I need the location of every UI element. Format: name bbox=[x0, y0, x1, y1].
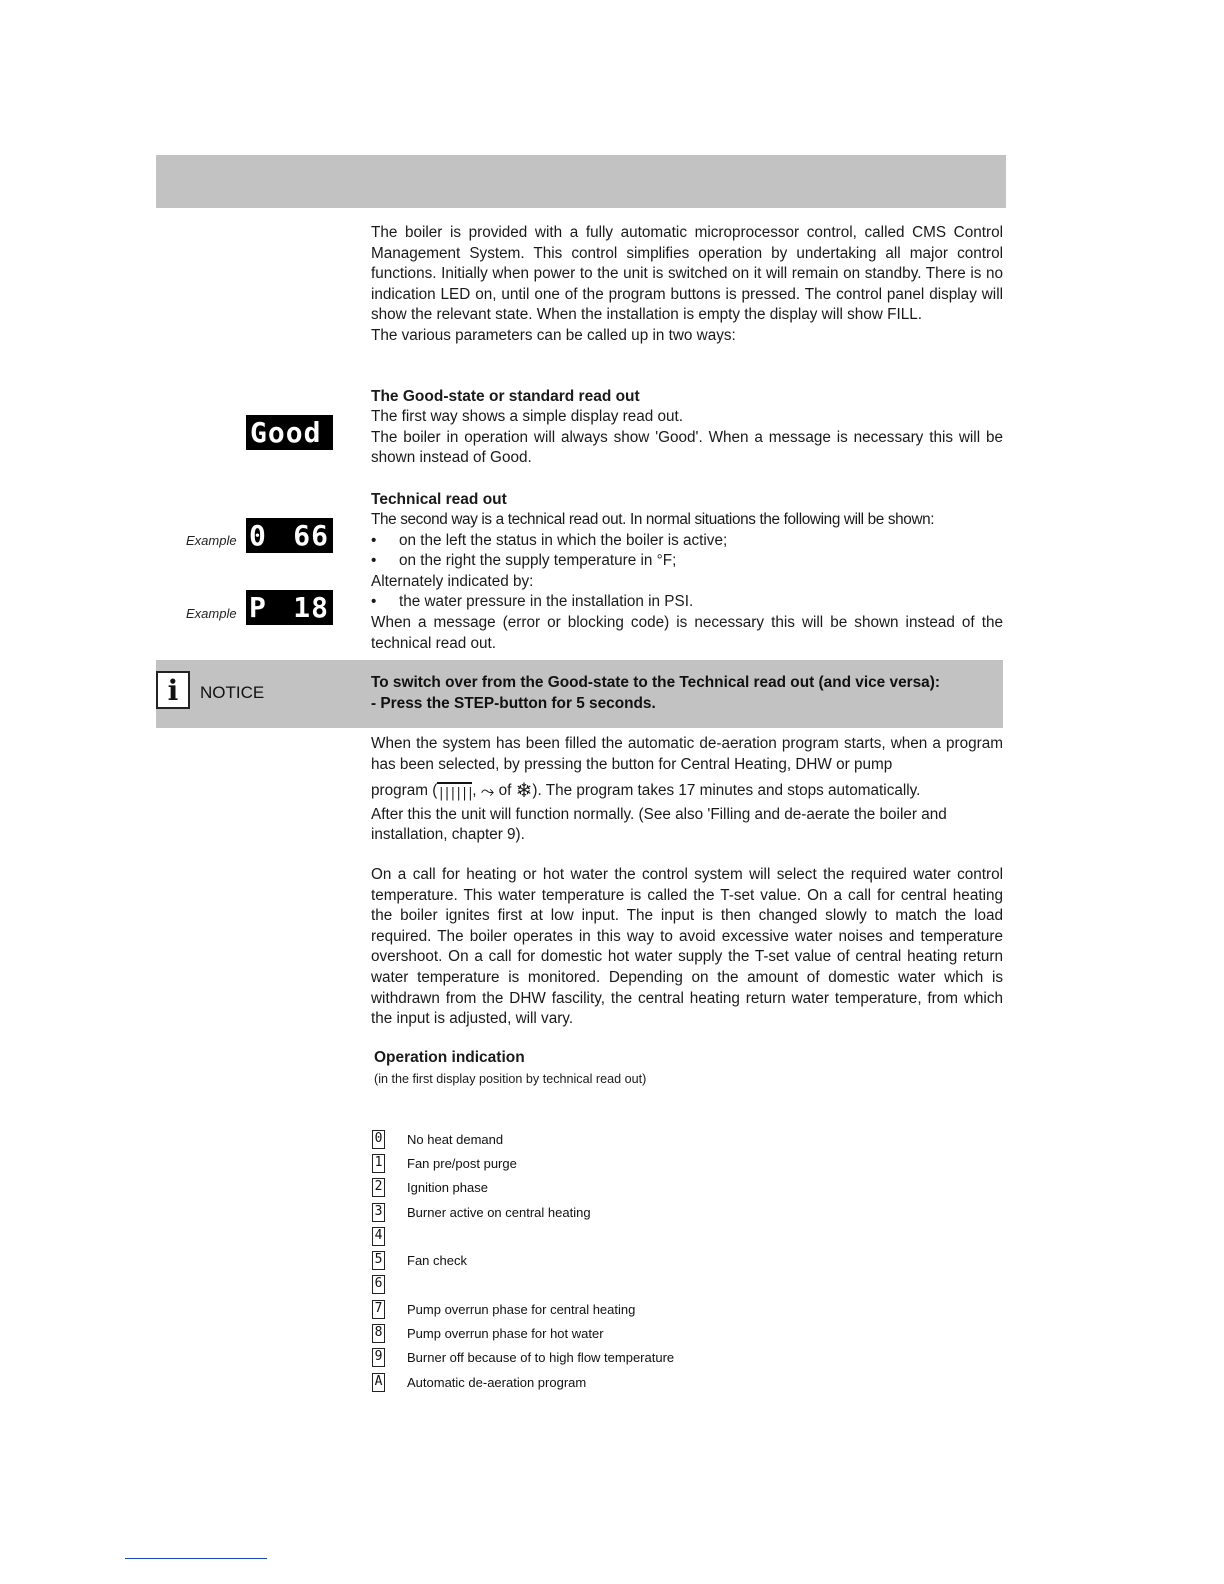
notice-line-1: To switch over from the Good-state to the Technical read out (and vice versa): bbox=[371, 674, 940, 691]
notice-line-2: - Press the STEP-button for 5 seconds. bbox=[371, 694, 656, 712]
technical-section bbox=[371, 489, 1003, 654]
technical-intro: The second way is a technical read out. In normal situations the following will be shown: bbox=[371, 511, 935, 528]
status-code-text: Ignition phase bbox=[407, 1180, 488, 1196]
example-label-1: Example bbox=[186, 533, 237, 548]
notice-label: NOTICE bbox=[200, 683, 265, 702]
operation-subtitle: (in the first display position by technical read out) bbox=[374, 1072, 647, 1086]
status-code-box: 0 bbox=[372, 1130, 385, 1149]
technical-bullet-text: on the left the status in which the boiler is active; bbox=[399, 531, 728, 549]
of-text: of bbox=[498, 782, 512, 800]
operation-title: Operation indication bbox=[374, 1049, 525, 1066]
good-state-line-2: The boiler in operation will always show 'Good'. When a message is necessary this will be shown instead of Good. bbox=[371, 428, 1003, 467]
tech-display-value: 66 bbox=[293, 519, 329, 552]
example-label-2: Example bbox=[186, 606, 237, 621]
deaeration-section bbox=[371, 734, 1003, 846]
section-header-bar bbox=[156, 155, 1006, 208]
tset-paragraph: On a call for heating or hot water the control system will select the required water control temperature. This water temperature is called the T-set value. On a call for central heating the boiler ignites first at low input. The input is then changed slowly to match the load required. The boiler operates in this way to avoid excessive water noises and temperature overshoot. On a call for domestic hot water supply the T-set value of central heating return water temperature is monitored. Depending on the amount of domestic water which is withdrawn from the DHW fascility, the central heating return water temperature, from which the input is adjusted, will vary. bbox=[371, 866, 1003, 1028]
technical-alt: Alternately indicated by: bbox=[371, 572, 534, 590]
good-display: Good bbox=[246, 415, 333, 450]
status-code-box: A bbox=[372, 1373, 385, 1392]
technical-heading: Technical read out bbox=[371, 491, 507, 508]
status-code-box: 2 bbox=[372, 1178, 385, 1197]
list-item bbox=[372, 1248, 674, 1272]
deaeration-rest: After this the unit will function normally. (See also 'Filling and de-aerate the boiler and installation, chapter 9). bbox=[371, 805, 947, 844]
status-code-box: 4 bbox=[372, 1227, 385, 1246]
list-item bbox=[372, 1297, 674, 1321]
good-state-heading: The Good-state or standard read out bbox=[371, 388, 640, 405]
status-code-box: 5 bbox=[372, 1251, 385, 1270]
good-state-section bbox=[371, 386, 1003, 469]
list-item bbox=[372, 1370, 674, 1394]
status-code-text: Pump overrun phase for central heating bbox=[407, 1301, 636, 1317]
tech-display-status: 0 bbox=[249, 519, 267, 552]
tap-icon: ⤳ bbox=[480, 782, 495, 802]
program-prefix: program ( bbox=[371, 782, 438, 800]
list-item bbox=[372, 1273, 674, 1297]
list-item bbox=[372, 1151, 674, 1175]
radiator-icon: |||||| bbox=[437, 782, 472, 805]
bullet-dot: • bbox=[371, 531, 377, 549]
intro-section bbox=[371, 223, 1003, 347]
tech-display-pressure-code: P bbox=[249, 591, 267, 624]
good-state-line: The first way shows a simple display read out. bbox=[371, 408, 684, 425]
tset-section bbox=[371, 865, 1003, 1030]
technical-bullet bbox=[371, 592, 1003, 613]
bullet-dot: • bbox=[371, 593, 377, 611]
status-code-box: 9 bbox=[372, 1348, 385, 1367]
technical-bullet bbox=[371, 531, 1003, 552]
list-item bbox=[372, 1176, 674, 1200]
technical-bullet bbox=[371, 551, 1003, 572]
technical-bullet-text: the water pressure in the installation in PSI. bbox=[399, 593, 694, 611]
status-code-box: 7 bbox=[372, 1300, 385, 1319]
footnote-separator bbox=[125, 1558, 267, 1559]
status-code-text: Fan check bbox=[407, 1253, 467, 1269]
icon-separator: , bbox=[472, 782, 477, 800]
info-icon: i bbox=[156, 671, 190, 709]
status-code-box: 6 bbox=[372, 1275, 385, 1294]
status-code-text: No heat demand bbox=[407, 1131, 504, 1147]
status-code-text: Burner off because of to high flow temperature bbox=[407, 1350, 675, 1366]
list-item bbox=[372, 1321, 674, 1345]
list-item bbox=[372, 1127, 674, 1151]
technical-closing: When a message (error or blocking code) is necessary this will be shown instead of the technical read out. bbox=[371, 613, 1003, 652]
status-code-text: Pump overrun phase for hot water bbox=[407, 1326, 604, 1342]
operation-list bbox=[372, 1127, 674, 1394]
snowflake-icon: ❄ bbox=[515, 780, 533, 803]
status-code-text: Burner active on central heating bbox=[407, 1204, 591, 1220]
program-suffix: ). The program takes 17 minutes and stops automatically. bbox=[532, 782, 921, 800]
deaeration-program-line bbox=[371, 781, 1003, 805]
bullet-dot: • bbox=[371, 552, 377, 570]
status-code-text: Fan pre/post purge bbox=[407, 1155, 517, 1171]
tech-display-pressure-value: 18 bbox=[293, 591, 329, 624]
technical-bullet-text: on the right the supply temperature in °F; bbox=[399, 552, 677, 570]
list-item bbox=[372, 1346, 674, 1370]
tech-display-temperature bbox=[246, 518, 333, 553]
status-code-box: 3 bbox=[372, 1203, 385, 1222]
intro-paragraph-2: The various parameters can be called up in two ways: bbox=[371, 326, 736, 344]
status-code-box: 8 bbox=[372, 1324, 385, 1343]
deaeration-line: When the system has been filled the automatic de-aeration program starts, when a program has been selected, by pressing the button for Central Heating, DHW or pump bbox=[371, 735, 1003, 773]
status-code-box: 1 bbox=[372, 1154, 385, 1173]
list-item bbox=[372, 1224, 674, 1248]
tech-display-pressure bbox=[246, 590, 333, 625]
notice-text bbox=[371, 673, 1003, 714]
intro-paragraph: The boiler is provided with a fully automatic microprocessor control, called CMS Control Management System. This control simplifies operation by undertaking all major control functions. Initially when power to the unit is switched on it will remain on standby. There is no indication LED on, until one of the program buttons is pressed. The control panel display will show the relevant state. When the installation is empty the display will show FILL. bbox=[371, 224, 1003, 324]
status-code-text: Automatic de-aeration program bbox=[407, 1374, 587, 1390]
list-item bbox=[372, 1200, 674, 1224]
